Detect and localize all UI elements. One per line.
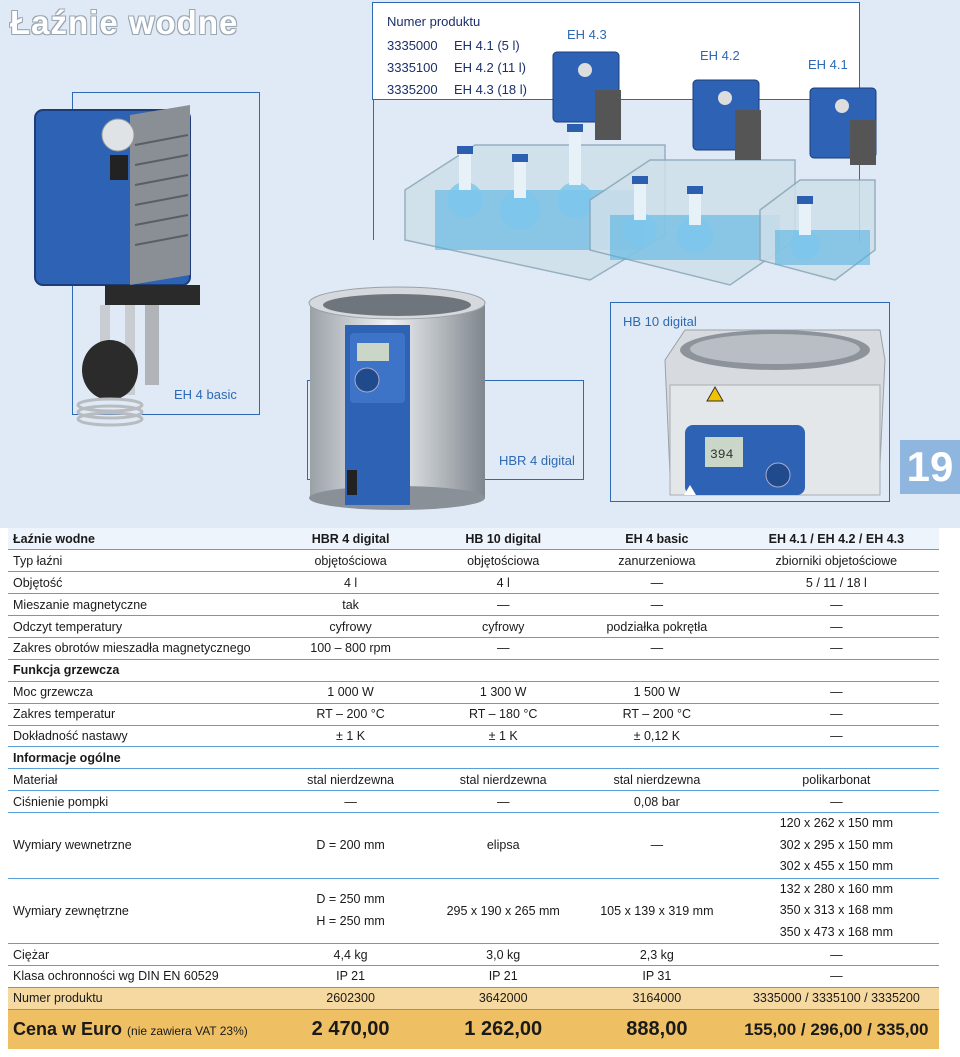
section-heading-row	[8, 659, 939, 681]
table-header-row	[8, 528, 939, 550]
page-title: Łaźnie wodne	[10, 4, 239, 41]
table-row: Zakres temperatur RT – 200 °C RT – 180 °C RT – 200 °C —	[8, 703, 939, 725]
price-cell: 2 470,00	[275, 1009, 427, 1049]
price-label: Cena w Euro	[13, 1019, 123, 1039]
price-note: (nie zawiera VAT 23%)	[127, 1024, 248, 1038]
eh4-basic-illustration	[30, 105, 210, 435]
product-number-row: Numer produktu 2602300 3642000 3164000 3335000 / 3335100 / 3335200	[8, 987, 939, 1009]
header-cell: EH 4 basic	[580, 528, 734, 550]
product-box-row: 3335200 EH 4.3 (18 l)	[387, 82, 527, 97]
spec-table	[8, 528, 939, 1049]
table-row: Moc grzewcza 1 000 W 1 300 W 1 500 W —	[8, 681, 939, 703]
table-row: Ciśnienie pompki — — 0,08 bar —	[8, 791, 939, 813]
price-cell: 155,00 / 296,00 / 335,00	[734, 1009, 939, 1049]
table-row: Objętość 4 l 4 l — 5 / 11 / 18 l	[8, 572, 939, 594]
eh-frame-vertical	[373, 100, 374, 240]
table-row: Zakres obrotów mieszadła magnetycznego 100 – 800 rpm — — —	[8, 637, 939, 659]
header-cell: EH 4.1 / EH 4.2 / EH 4.3	[734, 528, 939, 550]
table-row-inner-dimensions: Wymiary wewnetrzne D = 200 mm elipsa — 120 x 262 x 150 mm 302 x 295 x 150 mm 302 x 455 x 150 mm	[8, 813, 939, 879]
table-row: Materiał stal nierdzewna stal nierdzewna stal nierdzewna polikarbonat	[8, 769, 939, 791]
table-row: Odczyt temperatury cyfrowy cyfrowy podziałka pokrętła —	[8, 616, 939, 638]
hbr4-illustration	[305, 285, 490, 510]
price-cell: 888,00	[580, 1009, 734, 1049]
hb10-illustration	[660, 325, 890, 505]
label-eh43: EH 4.3	[567, 27, 607, 42]
product-box-header: Numer produktu	[387, 14, 481, 29]
price-row	[8, 1009, 939, 1049]
table-row: Klasa ochronności wg DIN EN 60529 IP 21 IP 21 IP 31 —	[8, 965, 939, 987]
table-row: Mieszanie magnetyczne tak — — —	[8, 594, 939, 616]
eh-tanks-illustration	[395, 50, 895, 300]
header-cell: HBR 4 digital	[275, 528, 427, 550]
label-eh42: EH 4.2	[700, 48, 740, 63]
section-heading-row	[8, 747, 939, 769]
label-hbr4-digital: HBR 4 digital	[499, 453, 575, 468]
header-cell: Łaźnie wodne	[8, 528, 275, 550]
price-cell: 1 262,00	[426, 1009, 580, 1049]
header-cell: HB 10 digital	[426, 528, 580, 550]
label-eh41: EH 4.1	[808, 57, 848, 72]
page-number-badge: 19	[900, 440, 960, 494]
table-row: Ciężar 4,4 kg 3,0 kg 2,3 kg —	[8, 944, 939, 966]
hero-section	[0, 0, 960, 528]
label-hb10-digital: HB 10 digital	[623, 314, 697, 329]
table-row: Typ łaźni objętościowa objętościowa zanurzeniowa zbiorniki objetościowe	[8, 550, 939, 572]
hb10-display-reading: 394	[710, 447, 734, 462]
label-eh4-basic: EH 4 basic	[174, 387, 237, 402]
section-heading-heating: Funkcja grzewcza	[8, 659, 275, 681]
section-heading-general: Informacje ogólne	[8, 747, 275, 769]
table-row: Dokładność nastawy ± 1 K ± 1 K ± 0,12 K —	[8, 725, 939, 747]
product-box-row: 3335000 EH 4.1 (5 l)	[387, 38, 520, 53]
table-row-outer-dimensions: Wymiary zewnętrzne D = 250 mm H = 250 mm 295 x 190 x 265 mm 105 x 139 x 319 mm 132 x 280 x 160 mm 350 x 313 x 168 mm 350 x 473 x 168 mm	[8, 878, 939, 944]
product-box-row: 3335100 EH 4.2 (11 l)	[387, 60, 527, 75]
